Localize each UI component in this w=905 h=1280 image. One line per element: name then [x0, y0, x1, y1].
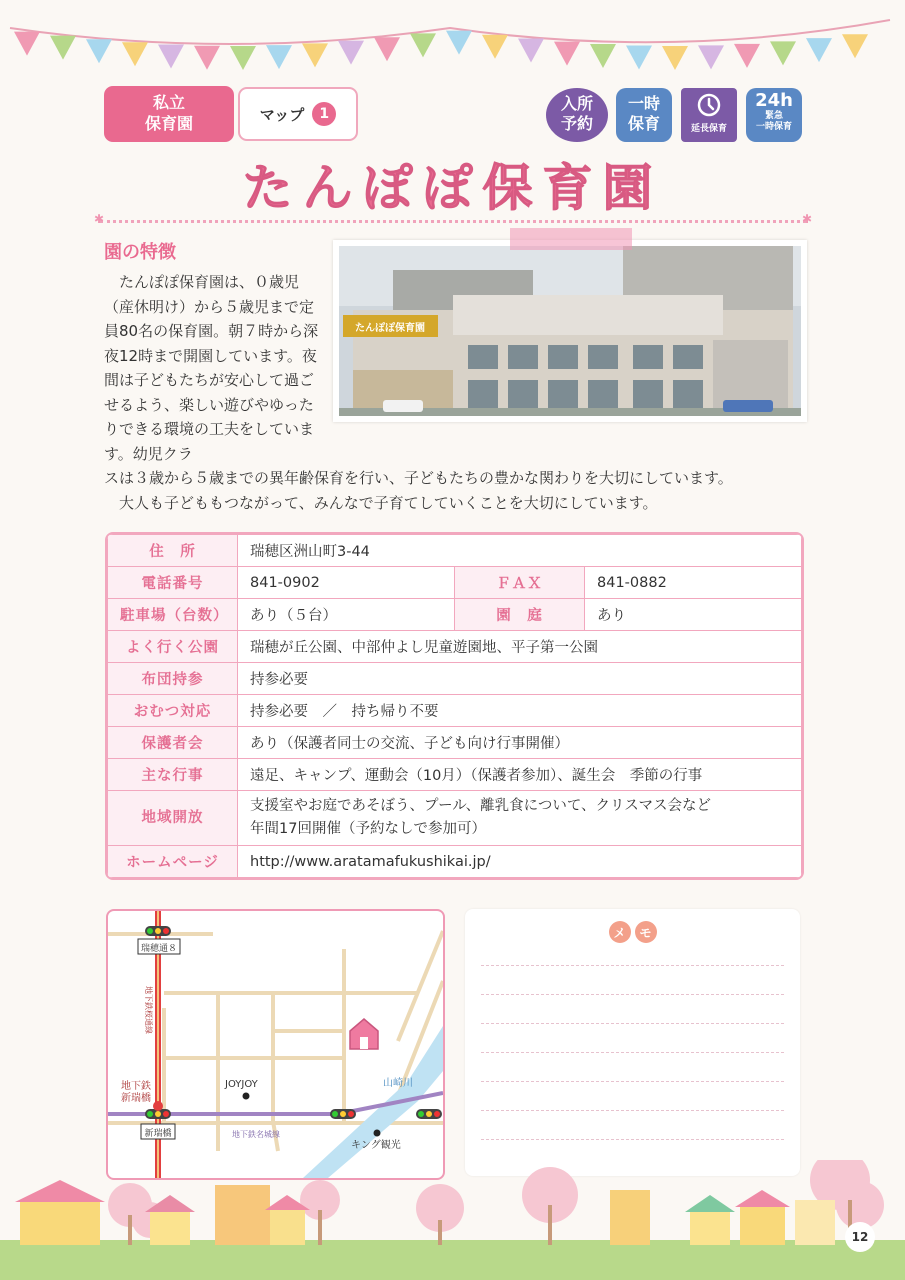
- park-value: 瑞穂が丘公園、中部仲よし児童遊園地、平子第一公園: [238, 631, 802, 663]
- bunting-flag: [446, 31, 472, 55]
- school-location-icon: [350, 1019, 378, 1049]
- traffic-light-icon: [416, 1109, 442, 1119]
- features-paragraph-2: 大人も子どももつながって、みんなで子育てしていくことを大切にしています。: [119, 493, 658, 512]
- subway-vertical-label: 地下鉄桜通線: [144, 986, 153, 1034]
- bunting-flag: [86, 39, 112, 63]
- traffic-light-icon: [145, 926, 171, 936]
- river-label: 山崎川: [383, 1078, 413, 1089]
- category-tag-line2: 保育園: [144, 114, 193, 133]
- parking-value: あり（５台）: [238, 599, 455, 631]
- phone-label: 電話番号: [108, 567, 238, 599]
- clock-icon: [696, 92, 722, 118]
- emergency-badge: [746, 88, 802, 142]
- diaper-value: 持参必要 ／ 持ち帰り不要: [238, 695, 802, 727]
- garden-value: あり: [585, 599, 802, 631]
- reservation-badge: [546, 88, 608, 142]
- bunting-flag: [266, 45, 292, 69]
- bunting-flag: [158, 44, 184, 68]
- bunting-flag: [698, 45, 724, 69]
- memo-title-char: モ: [635, 921, 657, 943]
- bunting-flag: [410, 33, 436, 57]
- intersection-bottom-label: 新瑞橋: [144, 1129, 172, 1139]
- map-number: 1: [312, 102, 336, 126]
- town-illustration: [0, 1160, 905, 1280]
- bunting-flag: [518, 38, 544, 62]
- temporary-line2: 保育: [627, 114, 660, 133]
- station-label-line1: 地下鉄: [121, 1081, 151, 1092]
- station-marker: [153, 1101, 163, 1111]
- memo-title: [465, 921, 800, 943]
- table-row: [108, 791, 802, 846]
- bunting-flag: [662, 46, 688, 70]
- page-title: たんぽぽ保育園: [242, 159, 663, 217]
- memo-line: [481, 1052, 784, 1053]
- fax-label: ＦＡＸ: [455, 567, 585, 599]
- futon-label: 布団持参: [108, 663, 238, 695]
- parking-label: 駐車場（台数）: [108, 599, 238, 631]
- table-row: [108, 567, 802, 599]
- bunting-flag: [230, 46, 256, 70]
- community-label: 地域開放: [108, 791, 238, 846]
- station-label-line2: 新瑞橋: [121, 1093, 151, 1104]
- bunting-flag: [338, 41, 364, 65]
- bunting-flag: [842, 34, 868, 58]
- joyjoy-label: JOYJOY: [225, 1079, 258, 1090]
- homepage-link[interactable]: http://www.aratamafukushikai.jp/: [238, 846, 802, 878]
- star-icon: ✱: [802, 212, 813, 226]
- bunting-flag: [194, 46, 220, 70]
- bunting-flag: [734, 44, 760, 68]
- table-row: [108, 759, 802, 791]
- category-tag: [104, 86, 234, 142]
- access-map: [106, 909, 445, 1180]
- memo-box: [465, 909, 800, 1176]
- address-value: 瑞穂区洲山町3-44: [238, 535, 802, 567]
- bunting-flag: [14, 32, 40, 56]
- diaper-label: おむつ対応: [108, 695, 238, 727]
- reservation-line2: 予約: [560, 114, 593, 133]
- events-value: 遠足、キャンプ、運動会（10月）（保護者参加）、誕生会 季節の行事: [238, 759, 802, 791]
- table-row: [108, 663, 802, 695]
- features-paragraph-1: たんぽぽ保育園は、０歳児（産休明け）から５歳児まで定員80名の保育園。朝７時から深夜12時まで開園しています。夜間は子どもたちが安心して過ごせるよう、楽しい遊びやゆったりできる環境の工夫をしています。幼児クラ: [104, 273, 319, 463]
- fax-value: 841-0882: [585, 567, 802, 599]
- emergency-big: 24h: [755, 90, 793, 111]
- community-line1: 支援室やお庭であそぼう、プール、離乳食について、クリスマス会など: [250, 798, 711, 814]
- king-marker: [374, 1130, 381, 1137]
- bunting-flag: [770, 41, 796, 65]
- bunting-flag: [806, 38, 832, 62]
- futon-value: 持参必要: [238, 663, 802, 695]
- photo-tape: [510, 228, 632, 250]
- bunting-flag: [50, 36, 76, 60]
- table-row: [108, 535, 802, 567]
- extended-care-badge: [681, 88, 737, 142]
- table-row: [108, 846, 802, 878]
- table-row: [108, 695, 802, 727]
- emergency-line1: 緊急: [764, 111, 783, 121]
- memo-line: [481, 994, 784, 995]
- community-line2: 年間17回開催（予約なしで参加可）: [250, 821, 486, 837]
- table-row: [108, 727, 802, 759]
- memo-line: [481, 965, 784, 966]
- map-label: マップ: [259, 105, 305, 124]
- memo-line: [481, 1110, 784, 1111]
- bunting-decoration: [0, 0, 905, 90]
- homepage-label: ホームページ: [108, 846, 238, 878]
- memo-line: [481, 1023, 784, 1024]
- memo-line: [481, 1139, 784, 1140]
- address-label: 住 所: [108, 535, 238, 567]
- traffic-light-icon: [330, 1109, 356, 1119]
- page-number: 12: [845, 1222, 875, 1252]
- memo-title-char: メ: [609, 921, 631, 943]
- subway-horizontal-label: 地下鉄名城線: [232, 1130, 280, 1139]
- parents-label: 保護者会: [108, 727, 238, 759]
- memo-line: [481, 1081, 784, 1082]
- bunting-flag: [482, 35, 508, 59]
- features-text: [104, 270, 764, 515]
- community-value: [238, 791, 802, 846]
- intersection-top-label: 瑞穂通８: [140, 944, 178, 954]
- bunting-flag: [626, 46, 652, 70]
- events-label: 主な行事: [108, 759, 238, 791]
- bunting-flag: [554, 42, 580, 66]
- king-label: キング観光: [351, 1140, 401, 1151]
- category-tag-line1: 私立: [152, 93, 185, 112]
- star-icon: ✱: [94, 212, 105, 226]
- table-row: [108, 631, 802, 663]
- bunting-flag: [122, 42, 148, 66]
- emergency-line2: 一時保育: [755, 122, 792, 132]
- table-row: [108, 599, 802, 631]
- dotted-divider: [100, 220, 806, 223]
- temporary-care-badge: [616, 88, 672, 142]
- temporary-line1: 一時: [627, 94, 660, 113]
- reservation-line1: 入所: [560, 94, 593, 113]
- photo-sign: たんぽぽ保育園: [355, 323, 425, 334]
- features-heading: 園の特徴: [104, 242, 176, 263]
- bunting-flag: [590, 44, 616, 68]
- bunting-flag: [374, 37, 400, 61]
- features-paragraph-1-cont: スは３歳から５歳までの異年齢保育を行い、子どもたちの豊かな関わりを大切にしています。: [104, 469, 733, 487]
- bunting-flag: [302, 43, 328, 67]
- phone-value: 841-0902: [238, 567, 455, 599]
- joyjoy-marker: [243, 1093, 250, 1100]
- garden-label: 園 庭: [455, 599, 585, 631]
- map-tag: [238, 87, 358, 141]
- parents-value: あり（保護者同士の交流、子ども向け行事開催）: [238, 727, 802, 759]
- extended-label: 延長保育: [690, 124, 727, 134]
- park-label: よく行く公園: [108, 631, 238, 663]
- info-table: [105, 532, 804, 880]
